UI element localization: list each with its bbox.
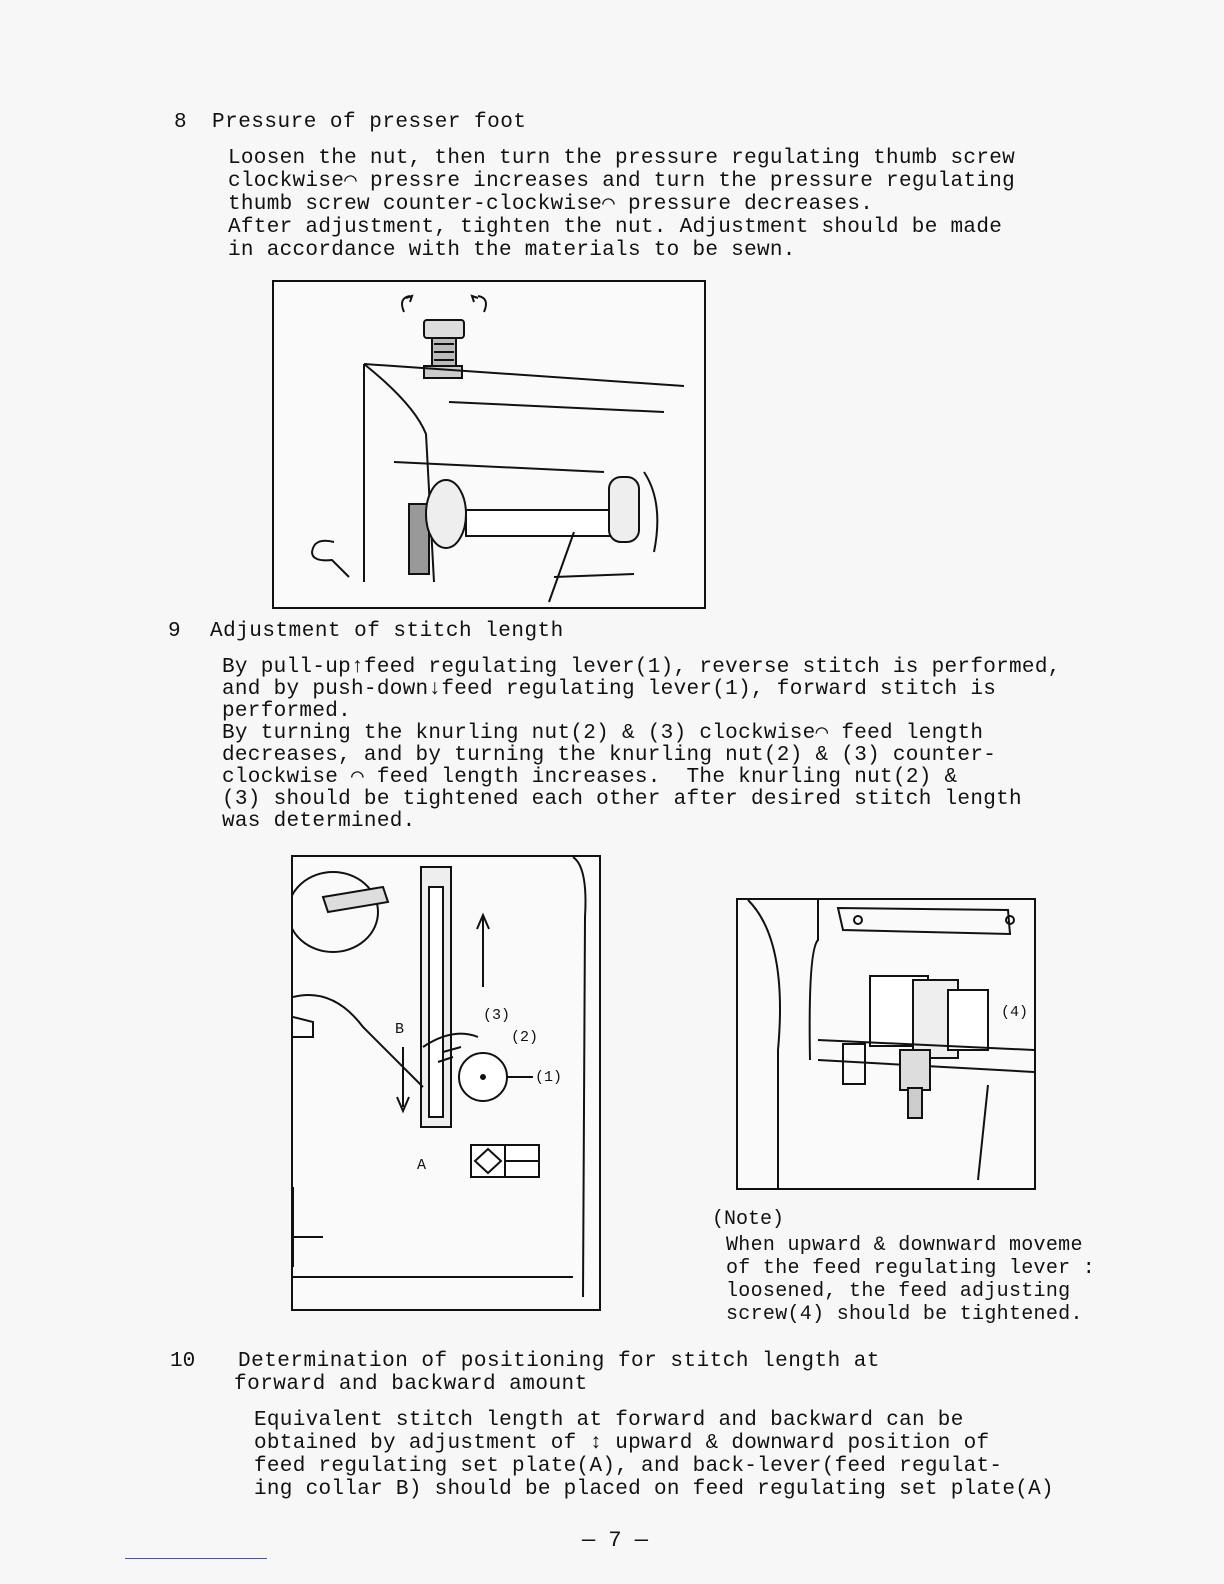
section-9-line: (3) should be tightened each other after desired stitch length — [222, 788, 1022, 811]
section-10-line: ing collar B) should be placed on feed regulating set plate(A) — [254, 1478, 1054, 1501]
section-9-line: By pull-up↑feed regulating lever(1), reverse stitch is performed, — [222, 656, 1061, 679]
footer-rule — [125, 1558, 267, 1559]
section-10-title-line-2: forward and backward amount — [234, 1373, 588, 1396]
note-line: screw(4) should be tightened. — [726, 1303, 1083, 1326]
presser-foot-drawing — [274, 282, 704, 607]
note-line: of the feed regulating lever : — [726, 1257, 1096, 1280]
label-knurling-nut-3: (3) — [483, 1007, 511, 1024]
note-line: loosened, the feed adjusting — [726, 1280, 1071, 1303]
feed-lever-figure — [291, 855, 601, 1311]
note-line: When upward & downward moveme — [726, 1234, 1083, 1257]
section-9-line: By turning the knurling nut(2) & (3) clockwise⌒ feed length — [222, 722, 984, 745]
label-feed-lever-1: (1) — [535, 1069, 563, 1086]
section-8-line: clockwise⌒ pressre increases and turn the pressure regulating — [228, 170, 1016, 193]
feed-adjusting-drawing — [738, 900, 1034, 1188]
section-10-line: Equivalent stitch length at forward and backward can be — [254, 1409, 964, 1432]
section-9-number: 9 — [168, 620, 181, 643]
label-feed-adjusting-screw-4: (4) — [1001, 1004, 1029, 1021]
section-9-line: clockwise ⌒ feed length increases. The knurling nut(2) & — [222, 766, 958, 789]
section-9-title: Adjustment of stitch length — [210, 620, 564, 643]
section-10-number: 10 — [170, 1350, 196, 1373]
section-10-line: feed regulating set plate(A), and back-lever(feed regulat- — [254, 1455, 1003, 1478]
section-10-title-line-1: Determination of positioning for stitch length at — [238, 1350, 881, 1373]
section-9-line: performed. — [222, 700, 352, 723]
section-8-number: 8 — [174, 111, 187, 134]
presser-foot-figure — [272, 280, 706, 609]
section-8-line: Loosen the nut, then turn the pressure regulating thumb screw — [228, 147, 1016, 170]
section-8-line: After adjustment, tighten the nut. Adjustment should be made — [228, 216, 1003, 239]
note-title: (Note) — [712, 1208, 785, 1231]
section-9-line: was determined. — [222, 810, 416, 833]
section-9-line: decreases, and by turning the knurling nut(2) & (3) counter- — [222, 744, 997, 767]
feed-adjusting-screw-figure — [736, 898, 1036, 1190]
label-set-plate-a: A — [417, 1157, 427, 1174]
page-number: — 7 — — [582, 1528, 649, 1553]
section-8-line: thumb screw counter-clockwise⌒ pressure decreases. — [228, 193, 874, 216]
section-9-line: and by push-down↓feed regulating lever(1), forward stitch is — [222, 678, 997, 701]
label-knurling-nut-2: (2) — [511, 1029, 539, 1046]
section-8-line: in accordance with the materials to be sewn. — [228, 239, 796, 262]
section-10-line: obtained by adjustment of ↕ upward & downward position of — [254, 1432, 990, 1455]
section-8-title: Pressure of presser foot — [212, 111, 527, 134]
label-collar-b: B — [395, 1021, 405, 1038]
